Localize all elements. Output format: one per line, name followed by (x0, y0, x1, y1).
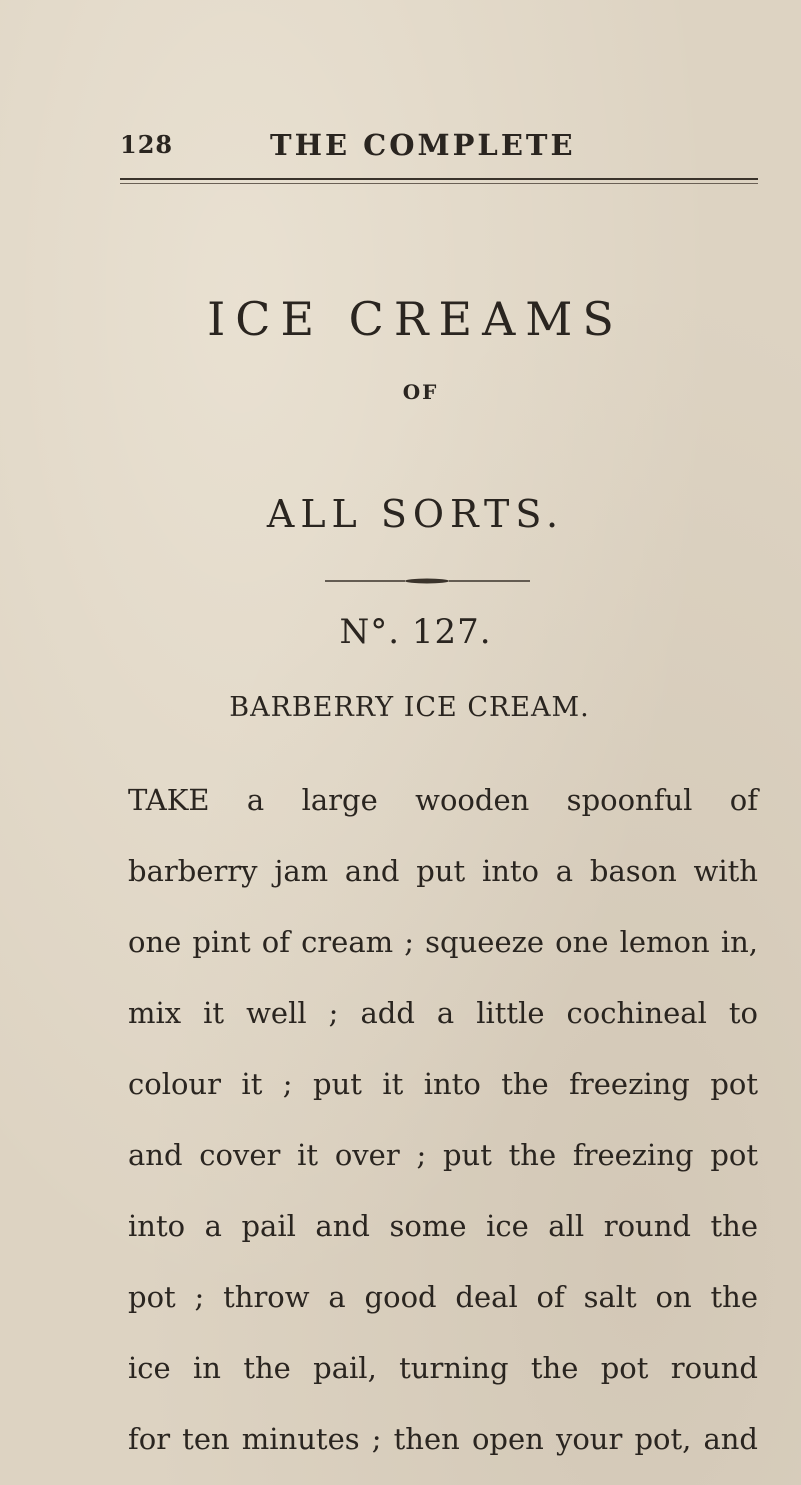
ornamental-rule-graphic (325, 578, 530, 584)
body-line: mix it well ; add a little cochineal to (128, 996, 758, 1030)
recipe-number: N°. 127. (339, 612, 492, 652)
body-line: and cover it over ; put the freezing pot (128, 1138, 758, 1172)
body-line: barberry jam and put into a bason with (128, 854, 758, 888)
body-line: into a pail and some ice all round the (128, 1209, 758, 1243)
body-line: colour it ; put it into the freezing pot (128, 1067, 758, 1101)
page-number: 128 (120, 130, 174, 159)
recipe-title: BARBERRY ICE CREAM. (229, 692, 590, 723)
chapter-subtitle: ALL SORTS. (266, 492, 565, 536)
body-line: for ten minutes ; then open your pot, and (128, 1422, 758, 1456)
body-line: ice in the pail, turning the pot round (128, 1351, 758, 1385)
running-title: THE COMPLETE (270, 128, 576, 162)
head-rule (120, 178, 758, 180)
head-rule-thin (120, 183, 758, 184)
body-line: one pint of cream ; squeeze one lemon in, (128, 925, 758, 959)
ornamental-rule (325, 578, 530, 584)
running-head (120, 130, 740, 166)
chapter-title: ICE CREAMS (207, 292, 624, 346)
chapter-title-of: OF (402, 380, 439, 404)
body-line: pot ; throw a good deal of salt on the (128, 1280, 758, 1314)
body-line: TAKE a large wooden spoonful of (128, 783, 758, 817)
